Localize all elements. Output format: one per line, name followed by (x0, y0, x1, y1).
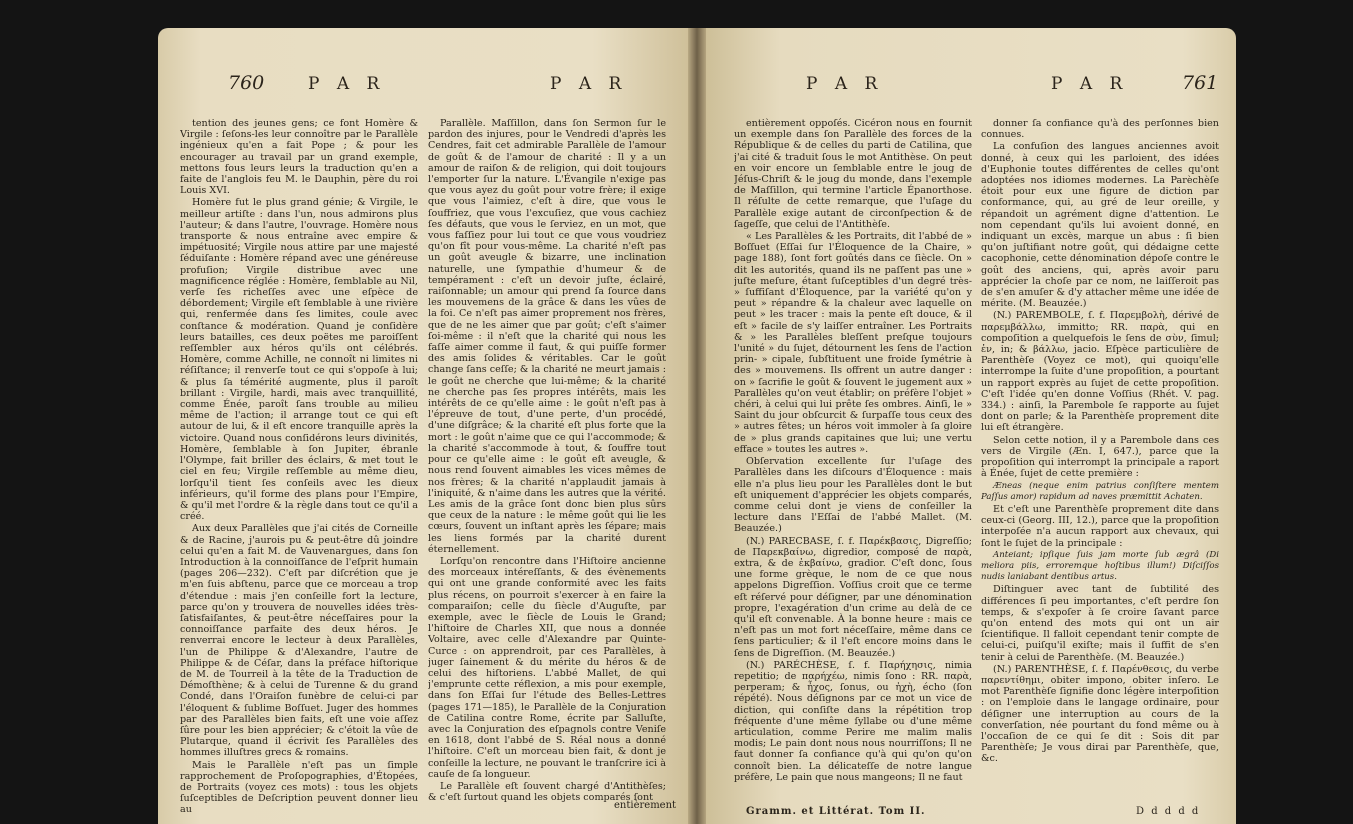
paragraph: (N.) PARÉCHÈSE, ſ. f. Παρήχησις, nimia repetitio; de παρήχέω, nimis ſono : RR. παρὰ, perperam; & ἦχος, ſonus, ou ἠχὴ, écho (ſon répété). Nous déſignons par ce mot un vice de diction, qui conſiſte dans la répétition trop fréquente d'une même ſyllabe ou d'une même articulation, comme Perire me malim malis modis; Le pain dont nous nous nourriſſons; Il ne faut donner ſa confiance qu'à qui qu'on qu'on connoît bien. La délicateſſe de notre langue préfère, Le pain que nous mangeons; Il ne faut (734, 659, 972, 783)
left-catchword: entièrement (614, 800, 677, 811)
paragraph: Mais le Parallèle n'eſt pas un ſimple rapprochement de Proſopographies, d'Étopées, de Portraits (voyez ces mots) : tous les objets ſuſceptibles de Deſcription peuvent donner lieu au (180, 759, 418, 816)
right-page (706, 28, 1236, 824)
right-page-number: 761 (1182, 72, 1219, 94)
verse-quote: Æneas (neque enim patrius conſiſtere mentem Paſſus amor) rapidum ad naves præmittit Achaten. (981, 480, 1219, 502)
signature-line: Gramm. et Littérat. Tom II. (746, 806, 926, 817)
paragraph: Obſervation excellente ſur l'uſage des Parallèles dans les diſcours d'Éloquence : mais elle n'a plus lieu pour les Parallèles dont le but eſt uniquement d'apprécier les objets comparés, comme celui dont je viens de conſeiller la lecture dans l'Eſſai de l'abbé Mallet. (M. Beauzée.) (734, 456, 972, 535)
left-header-left: P A R (308, 74, 386, 94)
right-header-right: P A R (1051, 74, 1129, 94)
paragraph: (N.) PARECBASE, ſ. f. Παρέκβασις, Digreſſio; de Παρεκβαίνω, digredior, composé de παρὰ, extra, & de ἐκβαίνω, gradior. C'eſt donc, ſous une forme grèque, le nom de ce que nous appelons Digreſſion. Voſſius croit que ce terme eſt réſervé pour déſigner, par une dénomination propre, l'exagération d'un crime au delà de ce qu'il eſt convenable. À la bonne heure : mais ce n'eſt pas un mot fort néceſſaire, même dans ce ſens particulier; & il l'eſt encore moins dans le ſens de Digreſſion. (M. Beauzée.) (734, 535, 972, 659)
paragraph: tention des jeunes gens; ce font Homère & Virgile : ſeſons-les leur connoître par le Parallèle ingénieux qu'en a fait Pope ; & pour les encourager au travail par un grand exemple, mettons fous leurs leurs la traduction qu'en a faite de l'anglois feu M. le Dauphin, père du roi Louis XVI. (180, 118, 418, 197)
paragraph: Lorſqu'on rencontre dans l'Hiſtoire ancienne des morceaux intéreſſants, & des évènements qui ont une grande conformité avec les faits plus récens, on pourroit s'exercer à en faire la comparaiſon; celle du ſiècle d'Auguſte, par exemple, avec le ſiècle de Louis le Grand; l'hiſtoire de Charles XII, que nous a donnée Voltaire, avec celle d'Alexandre par Quinte-Curce : on apprendroit, par ces Parallèles, à juger ſainement & du mérite du héros & de celui des hiſtoriens. L'abbé Mallet, de qui j'emprunte cette réflexion, a mis pour exemple, dans ſon Eſſai ſur l'étude des Belles-Lettres (pages 171—185), le Parallèle de la Conjuration de Catilina contre Rome, écrite par Salluſte, avec la Conjuration des eſpagnols contre Veniſe en 1618, dont l'abbé de S. Réal nous a donné l'hiſtoire. C'eſt un morceau bien fait, & dont je conſeille la lecture, ne pouvant le tranſcrire ici à cauſe de ſa longueur. (428, 555, 666, 780)
paragraph: (N.) PAREMBOLE, ſ. f. Παρεμβολὴ, dérivé de παρεμβάλλω, immitto; RR. παρὰ, qui en compoſition a quelquefois le ſens de σὺν, ſimul; ἐν, in; & βάλλω, jacio. Eſpèce particulière de Parenthèſe (Voyez ce mot), qui quoiqu'elle interrompe la ſuite d'une propoſition, a pourtant un rapport exprès au ſujet de cette propoſition. C'eſt l'idée qu'en donne Voſſius (Rhét. V. pag. 334.) : ainſi, la Parembole ſe rapporte au ſujet dont on parle; & la Parenthèſe proprement dite lui eſt étrangère. (981, 310, 1219, 434)
paragraph: Selon cette notion, il y a Parembole dans ces vers de Virgile (Æn. I, 647.), parce que la propoſition qui interrompt la principale a raport à Énée, ſujet de cette première : (981, 434, 1219, 480)
paragraph: (N.) PARENTHÈSE, ſ. f. Παρένθεσις, du verbe παρεντίθημι, obiter impono, obiter inſero. Le mot Parenthèſe ſignifie donc légère interpoſition : on l'emploie dans le langage ordinaire, pour déſigner une interruption au cours de la converſation, née pourtant du fond même ou à l'occaſion de ce qui ſe dit : Sois dit par Parenthèſe; Je vous dirai par Parenthèſe, que, &c. (981, 663, 1219, 765)
paragraph: donner ſa confiance qu'à des perſonnes bien connues. (981, 118, 1219, 141)
book-gutter (688, 28, 706, 824)
paragraph: Et c'eſt une Parenthèſe proprement dite dans ceux-ci (Georg. III, 12.), parce que la propoſition interpoſée n'a aucun rapport aux chevaux, qui ſont le ſujet de la principale : (981, 503, 1219, 549)
paragraph: Aux deux Parallèles que j'ai cités de Corneille & de Racine, j'aurois pu & peut-être dû joindre celui qu'en a fait M. de Vauvenargues, dans ſon Introduction à la connoiſſance de l'eſprit humain (pages 206—232). C'eſt par diſcrétion que je m'en ſuis abſtenu, parce que ce morceau a trop d'étendue : mais j'en conſeille fort la lecture, parce qu'on y trouvera de nouvelles idées très-ſatisfaiſantes, & peut-être néceſſaires pour la connoiſſance parfaite des deux héros. Je renverrai encore le lecteur à deux Parallèles, l'un de Philippe & d'Alexandre, l'autre de Philippe & de Céſar, dans la préface hiſtorique de M. de Tourreil à la tête de la Traduction de Démoſthène; & à celui de Turenne & du grand Condé, dans l'Oraiſon funèbre de celui-ci par l'éloquent & ſublime Boſſuet. Juger des hommes par des Parallèles bien faits, eſt une voie aſſez ſûre pour les bien apprécier; & c'étoit la vûe de Plutarque, quand il écrivit ſes Parallèles des hommes illuſtres grecs & romains. (180, 523, 418, 759)
right-column-1 (734, 118, 972, 802)
paragraph: Le Parallèle eſt ſouvent chargé d'Antithèſes; & c'eſt ſurtout quand les objets comparés ſont (428, 780, 666, 804)
right-column-2 (981, 118, 1219, 798)
paragraph: entièrement oppoſés. Cicéron nous en fournit un exemple dans ſon Parallèle des forces de la République & de celles du parti de Catilina, que j'ai cité & traduit ſous le mot Antithèse. On peut en voir encore un ſemblable entre le joug de Jéſus-Chriſt & le joug du monde, dans l'exemple de Maſſillon, qui termine l'article Épanorthose. Il réſulte de cette remarque, que l'uſage du Parallèle exige autant de circonſpection & de ſageſſe, que celui de l'Antithèſe. (734, 118, 972, 230)
paragraph: Parallèle. Maſſillon, dans ſon Sermon ſur le pardon des injures, pour le Vendredi d'après les Cendres, fait cet admirable Parallèle de l'amour de goût & de l'amour de charité : Il y a un amour de raiſon & de religion, qui doit toujours l'emporter ſur la nature. L'Évangile n'exige pas que vous ayez du goût pour votre frère; il exige que vous l'aimiez, c'eſt à dire, que vous le ſouffriez, que vous l'excuſiez, que vous cachiez ſes défauts, que vous le ſerviez, en un mot, que vous faſſiez pour lui tout ce que vous voudriez qu'on fît pour vous-même. La charité n'eſt pas un goût aveugle & bizarre, une inclination naturelle, une ſympathie d'humeur & de tempérament : c'eſt un devoir juſte, éclairé, raiſonnable; un amour qui prend ſa ſource dans les mouvemens de la grâce & dans les vûes de la foi. Ce n'eſt pas aimer proprement nos frères, que de ne les aimer que par goût; c'eſt s'aimer ſoi-même : il n'eſt que la charité qui nous les faſſe aimer comme il faut, & qui puiſſe former des amis ſolides & véritables. Car le goût change ſans ceſſe; & la charité ne meurt jamais : le goût ne cherche que lui-même; & la charité ne cherche pas ſes propres intérêts, mais les intérêts de ce qu'elle aime : le goût n'eſt pas à l'épreuve de tout, d'une perte, d'un procédé, d'une diſgrâce; & la charité eſt plus forte que la mort : le goût n'aime que ce qui l'accommode; & la charité s'accommode à tout, & ſouffre tout pour ce qu'elle aime : le goût eſt aveugle, & nous rend ſouvent aimables les vices mêmes de nos frères; & la charité n'applaudit jamais à l'iniquité, & n'aime dans les autres que la vérité. Les amis de la grâce ſont donc bien plus sûrs que ceux de la nature : le même goût qui lie les cœurs, ſouvent un inſtant après les ſépare; mais les liens formés par la charité durent éternellement. (428, 118, 666, 555)
paragraph: Homère fut le plus grand génie; & Virgile, le meilleur artiſte : dans l'un, nous admirons plus l'auteur; & dans l'autre, l'ouvrage. Homère nous transporte & nous entraîne avec empire & impétuosité; Virgile nous attire par une majesté ſéduiſante : Homère répand avec une généreuse profuſion; Virgile distribue avec une magnificence réglée : Homère, ſemblable au Nil, verſe ſes richeſſes avec une eſpèce de débordement; Virgile eſt ſemblable à une rivière qui, renfermée dans ſes limites, coule avec conſtance & modération. Quand je conſidère leurs batailles, ces deux poëtes me paroiſſent reſſembler aux héros qu'ils ont célébrés. Homère, comme Achille, ne connoît ni limites ni réſiſtance; il renverſe tout ce qui s'oppoſe à lui; & plus ſa témérité augmente, plus il paroît brillant : Virgile, hardi, mais avec tranquillité, comme Énée, paroît ſans trouble au milieu même de l'action; il arrange tout ce qui eſt autour de lui, & il eſt encore tranquille après la victoire. Quand nous conſidérons leurs divinités, Homère, ſemblable à ſon Jupiter, ébranle l'Olympe, fait briller des éclairs, & met tout le ciel en feu; Virgile reſſemble au même dieu, lorſqu'il tient ſes conſeils avec les dieux inférieurs, qu'il forme des plans pour l'Empire, & qu'il met l'ordre & la règle dans tout ce qu'il a créé. (180, 197, 418, 523)
paragraph: La confuſion des langues anciennes avoit donné, à ceux qui les parloient, des idées d'Euphonie toutes différentes de celles qu'ont adoptées nos idiomes modernes. La Parèchèſe étoit pour eux une figure de diction par conformance, qui, au gré de leur oreille, y répandoit un agrément digne d'attention. Le nom cependant qu'ils lui avoient donné, en indiquant un excès, marque un abus : ſi bien qu'on juſtifiant notre goût, qui dédaigne cette cacophonie, cette dénomination dépoſe contre le goût des anciens, qui, après avoir paru apprécier la choſe par ce nom, ne laiſſeroit pas de s'en amuſer & d'y attacher même une idée de mérite. (M. Beauzée.) (981, 141, 1219, 310)
left-header-right: P A R (550, 74, 628, 94)
left-page-number: 760 (228, 72, 265, 94)
verse-quote: Anteiant; ipſique ſuis jam morte ſub ægrâ (Di meliora piis, erroremque hoſtibus illum!) Diſciſſos nudis laniabant dentibus artus. (981, 549, 1219, 583)
left-column-1 (180, 118, 418, 818)
paragraph: Diſtinguer avec tant de ſubtilité des différences ſi peu importantes, c'eſt perdre ſon temps, & s'expoſer à ſe croire ſavant parce qu'on entend des mots qui ont un air ſcientifique. Il falloit cependant tenir compte de celui-ci, puiſqu'il exiſte; mais il ſuffit de s'en tenir à celui de Parenthèſe. (M. Beauzée.) (981, 584, 1219, 663)
left-column-2 (428, 118, 666, 818)
right-catchword: D d d d d (1136, 806, 1201, 817)
right-header-left: P A R (806, 74, 884, 94)
left-page (158, 28, 688, 824)
paragraph: « Les Parallèles & les Portraits, dit l'abbé de » Boſſuet (Eſſai ſur l'Éloquence de la Chaire, » page 188), ſont fort goûtés dans ce ſiècle. On » dit les autorités, quand ils ne paſſent pas une » juſte meſure, étant ſuſceptibles d'un degré très- » ſuffiſant d'Éloquence, par la variété qu'on y peut » répandre & la chaleur avec laquelle on peut » les tracer : mais la pente eſt douce, & il eſt » facile de s'y laiſſer entraîner. Les Portraits & » les Parallèles bleſſent preſque toujours l'unité » du ſujet, détournent les ſens de l'action prin- » cipale, ſubſtituent une froide ſymétrie à des » mouvemens. Ils offrent un autre danger : on » ſacrifie le goût & ſouvent le jugement aux » Parallèles qu'on veut établir; on préfère l'objet » chéri, à celui qui lui prête ſes ombres. Ainſi, le » Saint du jour obſcurcit & ſurpaſſe tous ceux des » autres fêtes; un héros voit immoler à ſa gloire de » plus grands capitaines que lui; une vertu efface » toutes les autres ». (734, 231, 972, 455)
